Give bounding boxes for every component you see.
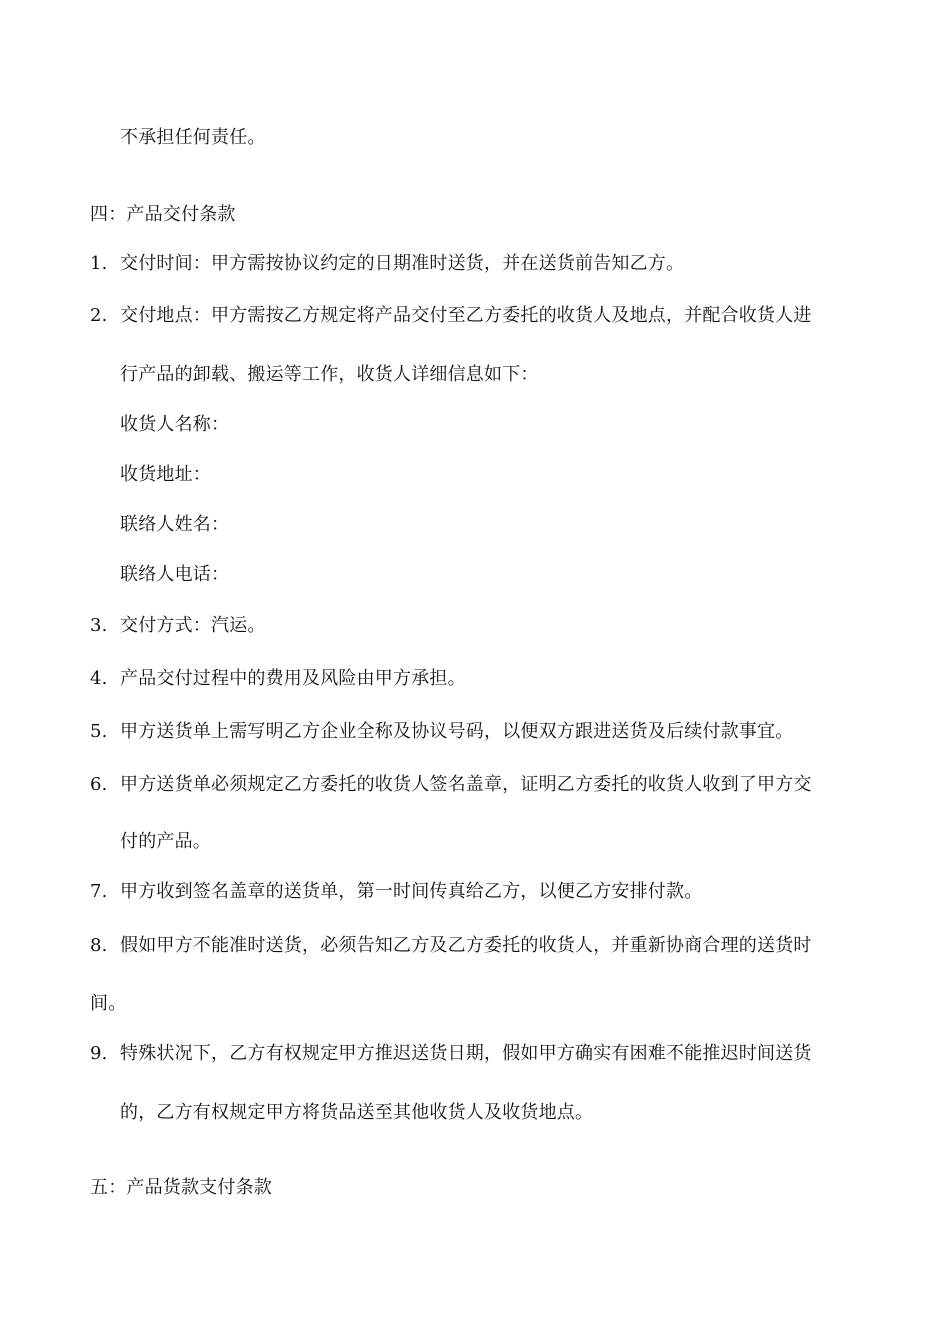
clause-number: 1. — [90, 253, 108, 274]
clause-number: 4. — [90, 668, 108, 689]
section-5-heading: 五：产品货款支付条款 — [90, 1177, 272, 1198]
contact-name-field: 联络人姓名： — [120, 514, 230, 535]
clause-9 — [90, 1042, 812, 1066]
contact-phone-field: 联络人电话： — [120, 564, 230, 585]
clause-4 — [90, 667, 466, 691]
clause-text: 交付方式：汽运。 — [120, 615, 266, 636]
clause-number: 8. — [90, 935, 108, 956]
clause-9-continuation: 的，乙方有权规定甲方将货品送至其他收货人及收货地点。 — [120, 1102, 594, 1123]
clause-text: 甲方送货单上需写明乙方企业全称及协议号码，以便双方跟进送货及后续付款事宜。 — [120, 721, 794, 742]
clause-8-continuation: 间。 — [90, 993, 127, 1014]
clause-2-continuation: 行产品的卸载、搬运等工作，收货人详细信息如下： — [120, 364, 539, 385]
continuation-text: 不承担任何责任。 — [120, 127, 266, 148]
clause-1 — [90, 252, 684, 276]
clause-text: 产品交付过程中的费用及风险由甲方承担。 — [120, 668, 466, 689]
clause-number: 7. — [90, 881, 108, 902]
clause-text: 交付时间：甲方需按协议约定的日期准时送货，并在送货前告知乙方。 — [120, 253, 685, 274]
clause-8 — [90, 934, 812, 958]
clause-text: 交付地点：甲方需按乙方规定将产品交付至乙方委托的收货人及地点，并配合收货人进 — [120, 305, 812, 326]
clause-7 — [90, 880, 702, 904]
clause-number: 5. — [90, 721, 108, 742]
clause-text: 甲方收到签名盖章的送货单，第一时间传真给乙方，以便乙方安排付款。 — [120, 881, 703, 902]
clause-5 — [90, 720, 793, 744]
clause-6 — [90, 773, 812, 797]
clause-number: 6. — [90, 774, 108, 795]
section-4-heading: 四：产品交付条款 — [90, 204, 236, 225]
clause-text: 甲方送货单必须规定乙方委托的收货人签名盖章，证明乙方委托的收货人收到了甲方交 — [120, 774, 812, 795]
clause-3 — [90, 614, 266, 638]
clause-number: 2. — [90, 305, 108, 326]
consignee-name-field: 收货人名称： — [120, 414, 230, 435]
clause-number: 9. — [90, 1043, 108, 1064]
clause-text: 特殊状况下，乙方有权规定甲方推迟送货日期，假如甲方确实有困难不能推迟时间送货 — [120, 1043, 812, 1064]
clause-text: 假如甲方不能准时送货，必须告知乙方及乙方委托的收货人，并重新协商合理的送货时 — [120, 935, 812, 956]
clause-2 — [90, 304, 812, 328]
consignee-address-field: 收货地址： — [120, 464, 211, 485]
clause-6-continuation: 付的产品。 — [120, 831, 211, 852]
clause-number: 3. — [90, 615, 108, 636]
